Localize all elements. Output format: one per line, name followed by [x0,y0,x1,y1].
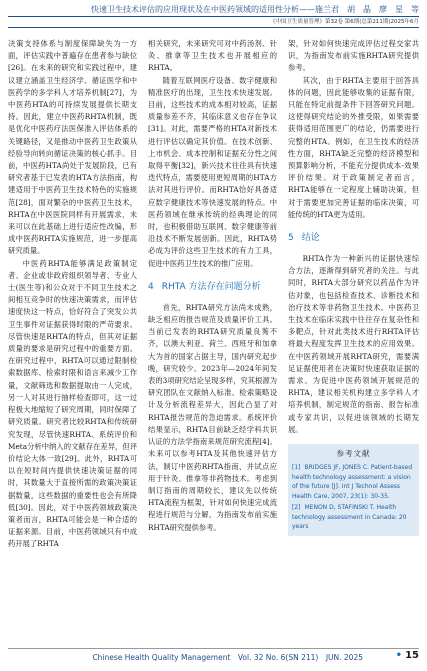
footer-journal-info: Chinese Health Quality Management Vol. 32 No. 6(SN 211) JUN. 2025 [92,653,363,662]
references-heading: 参考文献 [336,449,371,459]
section-title: RHTA 方法存在问题分析 [161,281,261,292]
running-header [8,4,419,34]
running-title: 快速卫生技术评估的应用现状及在中医药领域的适用性分析——施兰君 胡 晶 廖 星 等 [91,5,419,14]
reference-index: [1] [292,464,301,472]
paragraph: 首先，RHTA研究方法尚未成熟，缺乏相应的报告规范及质量评价工具。当前已发表的RHTA研究质量良莠不齐，以澳大利亚、荷兰、西班牙和加拿大为首的国家占据主导，国内研究起步晚，研究较少。2023年—2024年间发表的3项研究结论呈现多样，究其根源为研究团队在文献纳入标准、检索策略设计及分析流程差异大，因此凸显了对RHTA报告规范的急迫需求。系统评价结果显示，RHTA目前缺乏经学科共识认证的方法学指南来规范研究流程[4]。未来可以参考HTA及其他快速评估方法，制订中医药RHTA指南，并试点应用于针灸、推拿等非药物技术。考虑到制订指南的周期较长，建议先以传统HTA流程为框架，针对如何快速完成流程进行规范与分解，为指南发布前实施RHTA研究提供参考。 [148,302,277,532]
section-number: 4 [148,281,154,292]
paragraph: 中医药RHTA能够满足政策制定者、企业或非政府组织领导者、专业人士(医生等)和公众对于不同卫生技术之间相互竞争时的快速决策需求，而评估速度快这一特点，恰好符合了突发公共卫生事件对证据获得时限的严苛要求。尽管快速是RHTA的特点，但其对证据质量的要求是研究过程中的重要方面。在研究过程中，RHTA可以通过限制检索数据库、检索时限和语言来减少工作量，文献筛选和数据提取由一人完成，另一人对其进行抽样检查即可，这一过程极大地缩短了研究周期，同时保障了研究质量。研究者比较RHTA和传统研究发现，尽管快速RHTA、系统评价和Meta分析中纳入的文献存在差异，但评价结论大体一致[29]。此外，RHTA可以在短时间内提供快速决策证据的同时，其数量大于直接所需的政策决策证据数量，这些数据的重要性也会有所降低[30]。因此，对于中医药领域政策决策者而言，RHTA可能会是一种合适的证据来源。目前，中医药领域只有中成药开展了RHTA [8,258,137,549]
reference-text: MENON D, STAFINSKI T. Health technology assessment in Canada: 20 years [292,504,407,531]
header-rule-thin [8,27,419,28]
paragraph: 相关研究，未来研究可对中药汤剂、针灸、推拿等卫生技术也开展相应的RHTA。 [148,39,277,73]
page-footer [8,648,419,665]
column-middle [148,38,277,645]
reference-index: [2] [292,504,301,512]
paragraph: 决策支持体系与制度保障缺失为一方面，评估实践中普遍存在患者参与缺位[26]。在未来的研究和实践过程中，建议建立涵盖卫生经济学、循证医学和中医药学的多学科人才培养机制[27]，为中医药HTA的可持续发展提供长期支持。因此，建立中医药RHTA机制，既是优化中医药疗法医保准入评估体系的关键路径，又是推动中医药卫生政策从经验导向转向循证决策的核心抓手。目前，中医药HTA尚处于发展阶段，已有研究者基于已发表的HTA方法指南，构建适用于中医药卫生技术特色的实施规范[28]，面对繁杂的中医药卫生技术，RHTA在中医医院同样有开展需求，未来可以在此基础上进行适应性改编，形成中医药RHTA实施规范，进一步提高研究质量。 [8,39,137,256]
section-number: 5 [288,233,294,244]
page-number-value: 15 [405,650,419,661]
column-left [8,38,137,645]
reference-item [292,503,415,532]
reference-item [292,463,415,501]
references-box [288,444,419,536]
page-number [396,650,419,661]
paragraph: 随着互联网医疗设备、数字健康和精准医疗的出现，卫生技术快速发展。目前，这些技术的成本相对较高，证据质量参差不齐，其临床意义也存在争议[31]。对此，需要严格的HTA对新技术进行评估以确定其价值。在技术创新、上市机会、成本控制和证据充分性之间取得平衡[32]，新兴技术往往具有快速迭代特点，需要使用更短周期的HTA方法对其进行评价。而RHTA恰好具备适应数字健康技术等快速发展的特点。中医药领域在继承传统的经典理论的同时，也积极借助互联网、数字健康等前沿技术不断发展创新。因此，RHTA势必成为评价这些卫生技术的有力工具，促进中医药卫生技术的推广应用。 [148,75,277,268]
journal-issue-line: 《中国卫生质量管理》第32卷 第6期(总第211期)2025年6月 [269,19,419,25]
paragraph: 架，针对如何快速完成评估过程交家共识，为指南发布前实施RHTA研究提供参考。 [288,39,419,73]
column-right [288,38,419,645]
paragraph: 其次，由于RHTA主要用于回答具体的问题，因此能够收集的证据有限，只能在特定前提条件下回答研究问题。这使得研究结论的外推受限，如果需要获得适用范围更广的结论，仍需要进行完整的HTA。例如，在卫生技术的经济性方面，RHTA缺乏完整的经济模型和预算影响分析，不能充分提供成本-效果评价结果。对于政策制定者而言，RHTA能够在一定程度上辅助决策，但对于需要更加完善证据的临床决策，可能传统的HTA更为适用。 [288,75,419,219]
bullet-icon: • [395,650,403,661]
reference-text: BRIDGES JF, JONES C. Patient-based health technology assessment: a vision of the future [J]. Int J Technol Assess Health Care, 2007, 23(1): 30-35. [292,464,413,500]
header-rule [8,16,419,17]
section-title: 结论 [301,233,320,244]
paragraph: RHTA作为一种新兴的证据快速综合方法，逐渐得到研究者的关注。与此同时，RHTA大部分研究以药品作为评估对象，也包括检查技术、诊断技术和治疗技术等非药物卫生技术。中医药卫生技术在临床实践中往往存在复杂性和多靶点，针对此类技术进行RHTA评估将最大程度发挥卫生技术的应用效果。在中医药领域开展RHTA研究，需要满足证据使用者在决策时快速获取证据的需求。为促进中医药领域开展规范的RHTA，建议相关机构建立多学科人才培养机制，制定规范的指南、报告标准或专家共识，以促进该领域的长期发展。 [288,254,419,434]
section-heading-5 [288,231,419,245]
section-heading-4 [148,280,277,294]
